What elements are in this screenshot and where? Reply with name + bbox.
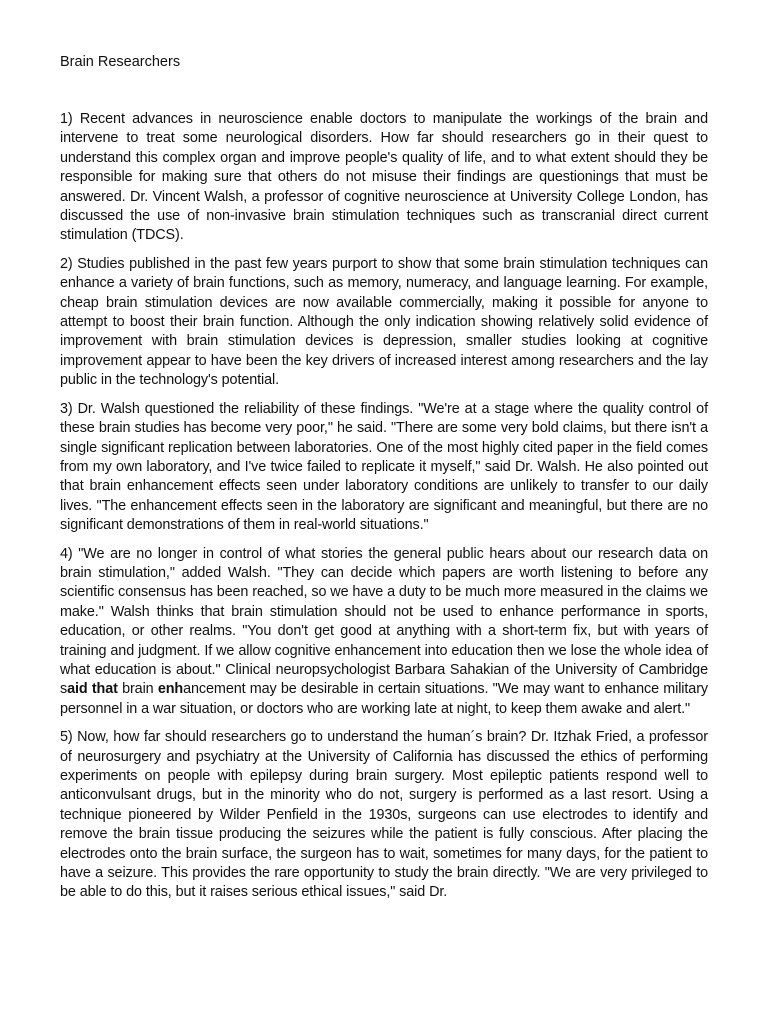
paragraph-text: 4) "We are no longer in control of what stories the general public hears about our research data on brain stimulation," added Walsh. "They can decide which papers are worth listening to before any scientific consensus has been reached, so we have a duty to be much more measured in the claims we make." Walsh thinks that brain stimulation should not be used to enhance performance in sports, education, or other realms. "You don't get good at anything with a short-term fix, but with years of training and judgment. If we allow cognitive enhancement into education then we lose the whole idea of what education is about." Clinical neuropsychologist Barbara Sahakian of the University of Cambridge s: [60, 545, 708, 698]
paragraph-5: [60, 728, 708, 903]
paragraph-text: 3) Dr. Walsh questioned the reliability of these findings. "We're at a stage where the quality control of these brain studies has become very poor," he said. "There are some very bold claims, but there isn't a single significant replication between laboratories. One of the most highly cited paper in the field comes from my own laboratory, and I've twice failed to replicate it myself," said Dr. Walsh. He also pointed out that brain enhancement effects seen under laboratory conditions are unlikely to transfer to our daily lives. "The enhancement effects seen in the laboratory are significant and meaningful, but there are no significant demonstrations of them in real-world situations.": [60, 400, 708, 534]
paragraph-text: ancement may be desirable in certain situations. "We may want to enhance military personnel in a war situation, or doctors who are working late at night, to keep them awake and alert.": [60, 681, 708, 717]
paragraph-text: 1) Recent advances in neuroscience enable doctors to manipulate the workings of the brain and intervene to treat some neurological disorders. How far should researchers go in their quest to understand this complex organ and improve people's quality of life, and to what extent should they be responsible for making sure that others do not misuse their findings are questionings that must be answered. Dr. Vincent Walsh, a professor of cognitive neuroscience at University College London, has discussed the use of non-invasive brain stimulation techniques such as transcranial direct current stimulation (TDCS).: [60, 111, 708, 244]
paragraph-1: [60, 110, 708, 246]
paragraph-text: 5) Now, how far should researchers go to understand the human´s brain? Dr. Itzhak Fried, a professor of neurosurgery and psychiatry at the University of California has discussed the ethics of performing experiments on people with epilepsy during brain surgery. Most epileptic patients respond well to anticonvulsant drugs, but in the minority who do not, surgery is performed as a last resort. Using a technique pioneered by Wilder Penfield in the 1930s, surgeons can use electrodes to identify and remove the brain tissue producing the seizures while the patient is fully conscious. After placing the electrodes onto the brain surface, the surgeon has to wait, sometimes for many days, for the patient to have a seizure. This provides the rare opportunity to study the brain directly. "We are very privileged to be able to do this, but it raises serious ethical issues," said Dr.: [60, 729, 708, 901]
paragraph-3: [60, 400, 708, 536]
paragraph-2: [60, 255, 708, 391]
bold-text: enh: [157, 681, 184, 698]
paragraph-4: [60, 545, 708, 720]
paragraph-text: 2) Studies published in the past few years purport to show that some brain stimulation techniques can enhance a variety of brain functions, such as memory, numeracy, and language learning. For example, cheap brain stimulation devices are now available commercially, making it possible for anyone to attempt to boost their brain function. Although the only indication showing relatively solid evidence of improvement with brain stimulation devices is depression, smaller studies looking at cognitive improvement appear to have been the key drivers of increased interest among researchers and the lay public in the technology's potential.: [60, 255, 708, 389]
bold-text: aid that: [67, 681, 118, 698]
paragraph-text: brain: [117, 681, 158, 698]
document-title: Brain Researchers: [60, 54, 181, 70]
